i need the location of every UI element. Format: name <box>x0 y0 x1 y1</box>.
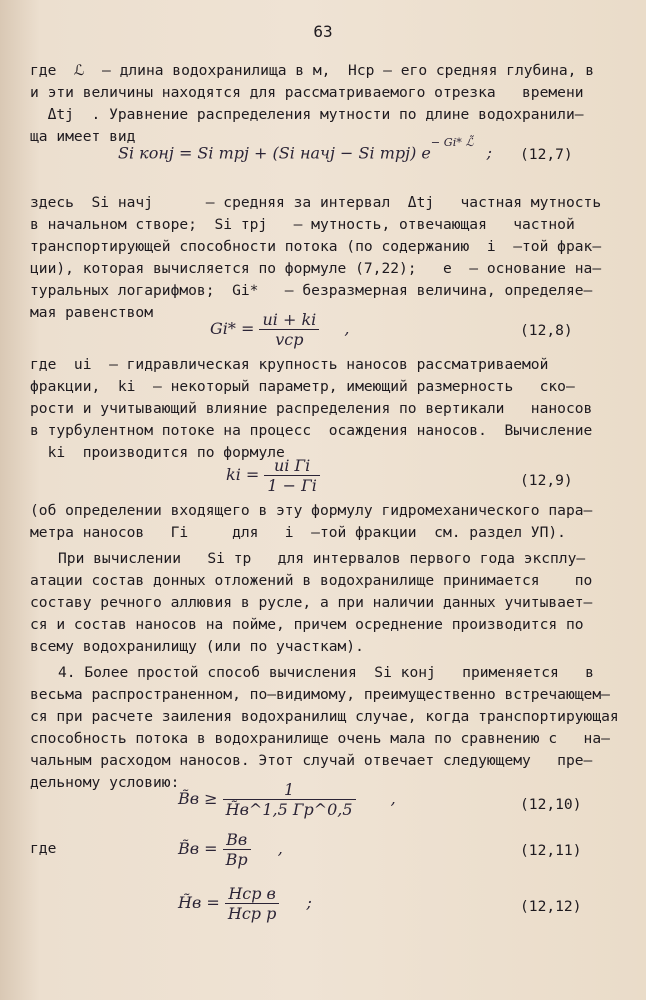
equation-12-8-fraction <box>259 310 319 349</box>
equation-12-11-number: (12,11) <box>520 842 582 859</box>
text-line: дельному условию: <box>30 774 180 791</box>
equation-12-12-lhs: H̃в = <box>178 893 220 912</box>
equation-12-9-denominator: 1 − Гi <box>267 476 317 495</box>
equation-12-12-trail: ; <box>306 893 312 912</box>
equation-12-10-number: (12,10) <box>520 796 582 813</box>
equation-12-8-number: (12,8) <box>520 322 573 339</box>
equation-12-10-trail: , <box>390 789 396 808</box>
text-line: туральных логарифмов; Gi* – безразмерная величина, определяе– <box>30 282 593 299</box>
text-line: в турбулентном потоке на процесс осаждения наносов. Вычисление <box>30 422 593 439</box>
text-line: атации состав донных отложений в водохранилище принимается по <box>30 572 593 589</box>
text-line: метра наносов Гi для i –той фракции см. раздел УП). <box>30 524 566 541</box>
equation-12-8-trail: , <box>344 319 350 338</box>
text-line: рости и учитывающий влияние распределения по вертикали наносов <box>30 400 593 417</box>
equation-12-11-trail: , <box>277 839 283 858</box>
page-number: 63 <box>313 22 333 41</box>
equation-12-7-exponent: − Gi* ℒ̃ <box>430 136 474 149</box>
equation-12-11-denominator: Bр <box>225 850 248 869</box>
equation-12-10 <box>178 780 396 819</box>
text-line: где ℒ – длина водохранилища в м, Hср – его средняя глубина, в <box>30 62 595 79</box>
equation-12-7-lhs: Si конj = Si трj + (Si начj − Si трj) e <box>118 143 431 163</box>
equation-12-7-trail: ; <box>486 143 492 163</box>
equation-12-11-lhs: B̃в = <box>178 839 218 858</box>
equation-12-9 <box>226 456 320 495</box>
equation-12-11 <box>178 830 283 869</box>
text-line: ся при расчете заиления водохранилищ случае, когда транспортирующая <box>30 708 619 725</box>
text-line: чальным расходом наносов. Этот случай отвечает следующему пре– <box>30 752 593 769</box>
text-line: составу речного аллювия в русле, а при наличии данных учитывает– <box>30 594 593 611</box>
equation-12-12-numerator: Hср в <box>225 884 279 904</box>
text-line: ща имеет вид <box>30 128 136 145</box>
text-line: 4. Более простой способ вычисления Si конj применяется в <box>58 664 594 681</box>
text-line: здесь Si начj – средняя за интервал Δtj частная мутность <box>30 194 602 211</box>
equation-12-11-fraction <box>223 830 251 869</box>
text-line: транспортирующей способности потока (по содержанию i –той фрак– <box>30 238 602 255</box>
equation-12-8-numerator: ui + ki <box>259 310 319 330</box>
text-line: где <box>30 840 57 857</box>
equation-12-12-fraction <box>225 884 279 923</box>
text-line: При вычислении Si тр для интервалов первого года эксплу– <box>58 550 586 567</box>
equation-12-8-lhs: Gi* = <box>210 319 255 338</box>
text-line: ся и состав наносов на пойме, причем осреднение производится по <box>30 616 584 633</box>
equation-12-12-number: (12,12) <box>520 898 582 915</box>
equation-12-8-denominator: vср <box>275 330 304 349</box>
text-line: весьма распространенном, по–видимому, преимущественно встречающем– <box>30 686 610 703</box>
text-line: фракции, ki – некоторый параметр, имеющий размерность ско– <box>30 378 575 395</box>
text-line: способность потока в водохранилище очень мала по сравнению с на– <box>30 730 610 747</box>
equation-12-7-number: (12,7) <box>520 146 573 163</box>
equation-12-10-fraction <box>223 780 356 819</box>
equation-12-9-fraction <box>264 456 319 495</box>
text-line: мая равенством <box>30 304 154 321</box>
equation-12-9-numerator: ui Гi <box>264 456 319 476</box>
equation-12-10-numerator: 1 <box>223 780 356 800</box>
text-line: Δtj . Уравнение распределения мутности по длине водохранили– <box>30 106 584 123</box>
equation-12-7 <box>118 136 492 163</box>
text-line: ki производится по формуле <box>30 444 285 461</box>
text-line: всему водохранилищу (или по участкам). <box>30 638 364 655</box>
equation-12-9-number: (12,9) <box>520 472 573 489</box>
text-line: ции), которая вычисляется по формуле (7,22); e – основание на– <box>30 260 602 277</box>
equation-12-9-lhs: ki = <box>226 465 260 484</box>
equation-12-10-lhs: B̃в ≥ <box>178 789 218 808</box>
equation-12-10-denominator: H̃в^1,5 Гр^0,5 <box>225 800 353 819</box>
text-line: в начальном створе; Si трj – мутность, отвечающая частной <box>30 216 575 233</box>
equation-12-12-denominator: Hср р <box>227 904 277 923</box>
equation-12-11-numerator: Bв <box>223 830 251 850</box>
text-line: и эти величины находятся для рассматриваемого отрезка времени <box>30 84 584 101</box>
equation-12-12 <box>178 884 312 923</box>
equation-12-8 <box>210 310 349 349</box>
text-line: где ui – гидравлическая крупность наносов рассматриваемой <box>30 356 549 373</box>
text-line: (об определении входящего в эту формулу гидромеханического пара– <box>30 502 593 519</box>
